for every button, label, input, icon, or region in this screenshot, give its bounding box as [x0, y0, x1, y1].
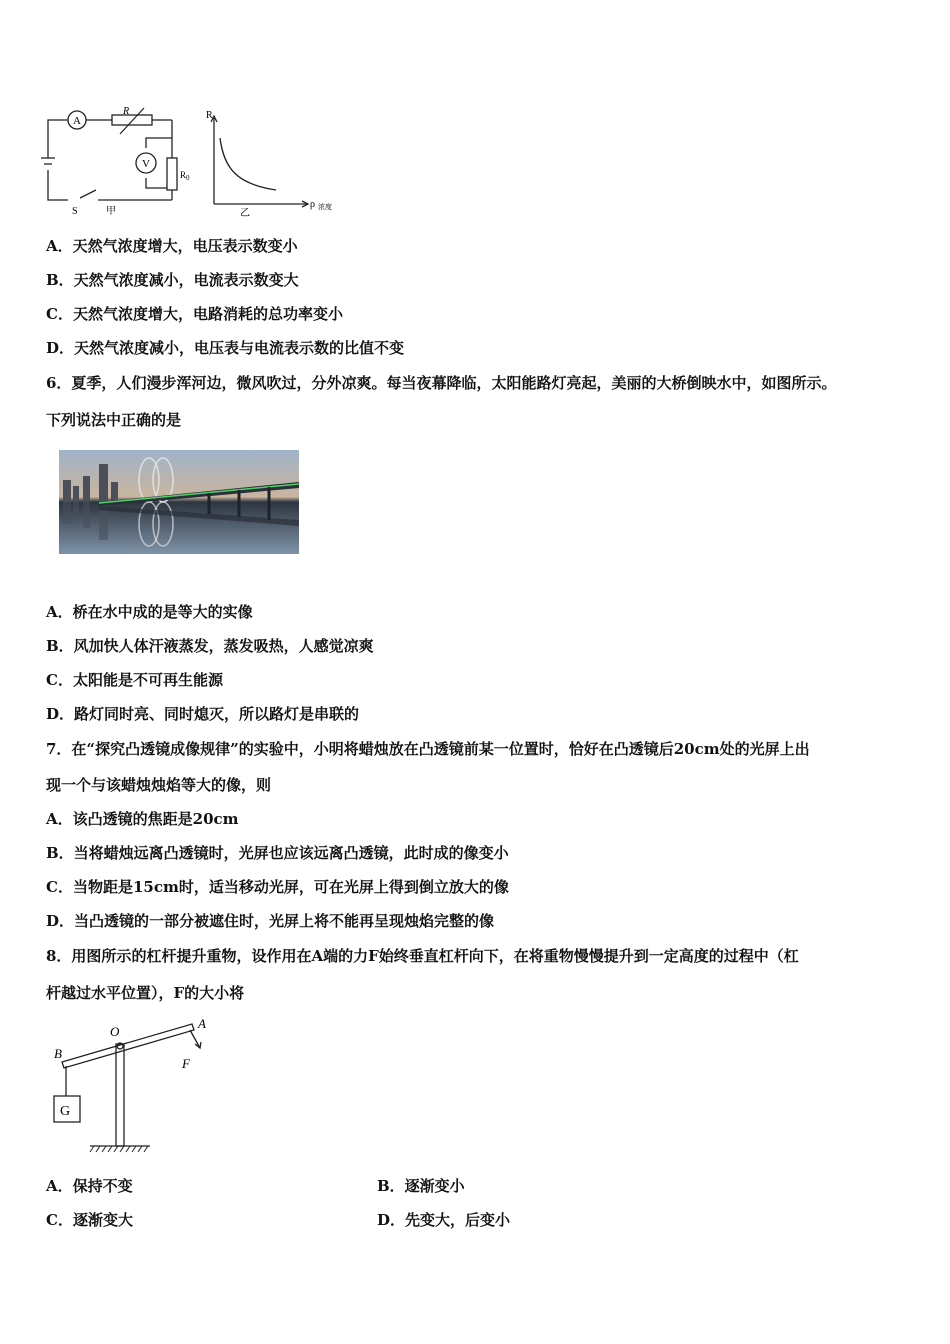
q8-stem-line-2: 杆越过水平位置），F的大小将 — [46, 984, 245, 1002]
label-g: G — [60, 1104, 71, 1119]
label-b: B — [54, 1046, 62, 1061]
svg-text:R: R — [180, 170, 187, 180]
voltmeter — [136, 153, 156, 173]
rheostat — [112, 106, 152, 134]
graph-y-label: R — [206, 110, 213, 121]
q6-stem-line-1: 6．夏季，人们漫步浑河边，微风吹过，分外凉爽。每当夜幕降临，太阳能路灯亮起，美丽的大桥倒映水中，如图所示。 — [46, 374, 837, 392]
resistance-graph — [200, 108, 345, 218]
q7-stem-line-1: 7．在“探究凸透镜成像规律”的实验中，小明将蜡烛放在凸透镜前某一位置时，恰好在凸透镜后20cm处的光屏上出 — [46, 740, 810, 758]
q6-option-b: B．风加快人体汗液蒸发，蒸发吸热，人感觉凉爽 — [46, 637, 374, 655]
svg-text:V: V — [142, 158, 150, 170]
label-a: A — [198, 1016, 206, 1031]
svg-text:0: 0 — [186, 174, 190, 182]
svg-text:A: A — [73, 115, 81, 127]
q6-option-a: A．桥在水中成的是等大的实像 — [46, 603, 253, 621]
q7-option-d: D．当凸透镜的一部分被遮住时，光屏上将不能再呈现烛焰完整的像 — [46, 912, 495, 930]
q7-stem-line-2: 现一个与该蜡烛烛焰等大的像，则 — [46, 776, 272, 794]
caption-yi: 乙 — [240, 208, 250, 219]
q8-option-b: B．逐渐变小 — [377, 1177, 465, 1195]
q6-option-c: C．太阳能是不可再生能源 — [46, 671, 223, 689]
q6-stem-line-2: 下列说法中正确的是 — [46, 411, 182, 429]
lever-diagram — [44, 1014, 224, 1154]
q5-option-d: D．天然气浓度减小，电压表与电流表示数的比值不变 — [46, 339, 405, 357]
q8-stem-line-1: 8．用图所示的杠杆提升重物，设作用在A端的力F始终垂直杠杆向下，在将重物慢慢提升到一定高度的过程中（杠 — [46, 947, 799, 965]
graph-x-label: ρ — [310, 199, 315, 210]
q5-option-c: C．天然气浓度增大，电路消耗的总功率变小 — [46, 305, 343, 323]
caption-jia: 甲 — [106, 206, 116, 217]
q7-option-a: A．该凸透镜的焦距是20cm — [46, 810, 239, 828]
q5-option-b: B．天然气浓度减小，电流表示数变大 — [46, 271, 299, 289]
label-o: O — [110, 1024, 120, 1039]
q5-option-a: A．天然气浓度增大，电压表示数变小 — [46, 237, 298, 255]
svg-text:R: R — [123, 106, 130, 117]
q6-option-d: D．路灯同时亮、同时熄灭，所以路灯是串联的 — [46, 705, 360, 723]
ammeter — [68, 111, 86, 129]
resistor-r0 — [167, 158, 190, 190]
label-f: F — [182, 1056, 190, 1071]
switch-label: S — [72, 206, 78, 217]
circuit-diagram — [40, 106, 190, 218]
bridge-photo — [59, 450, 299, 554]
q7-option-b: B．当将蜡烛远离凸透镜时，光屏也应该远离凸透镜，此时成的像变小 — [46, 844, 509, 862]
q7-option-c: C．当物距是15cm时，适当移动光屏，可在光屏上得到倒立放大的像 — [46, 878, 509, 896]
graph-x-sub: 浓度 — [318, 203, 332, 211]
q8-option-d: D．先变大，后变小 — [377, 1211, 511, 1229]
q8-option-a: A．保持不变 — [46, 1177, 133, 1195]
q8-option-c: C．逐渐变大 — [46, 1211, 133, 1229]
